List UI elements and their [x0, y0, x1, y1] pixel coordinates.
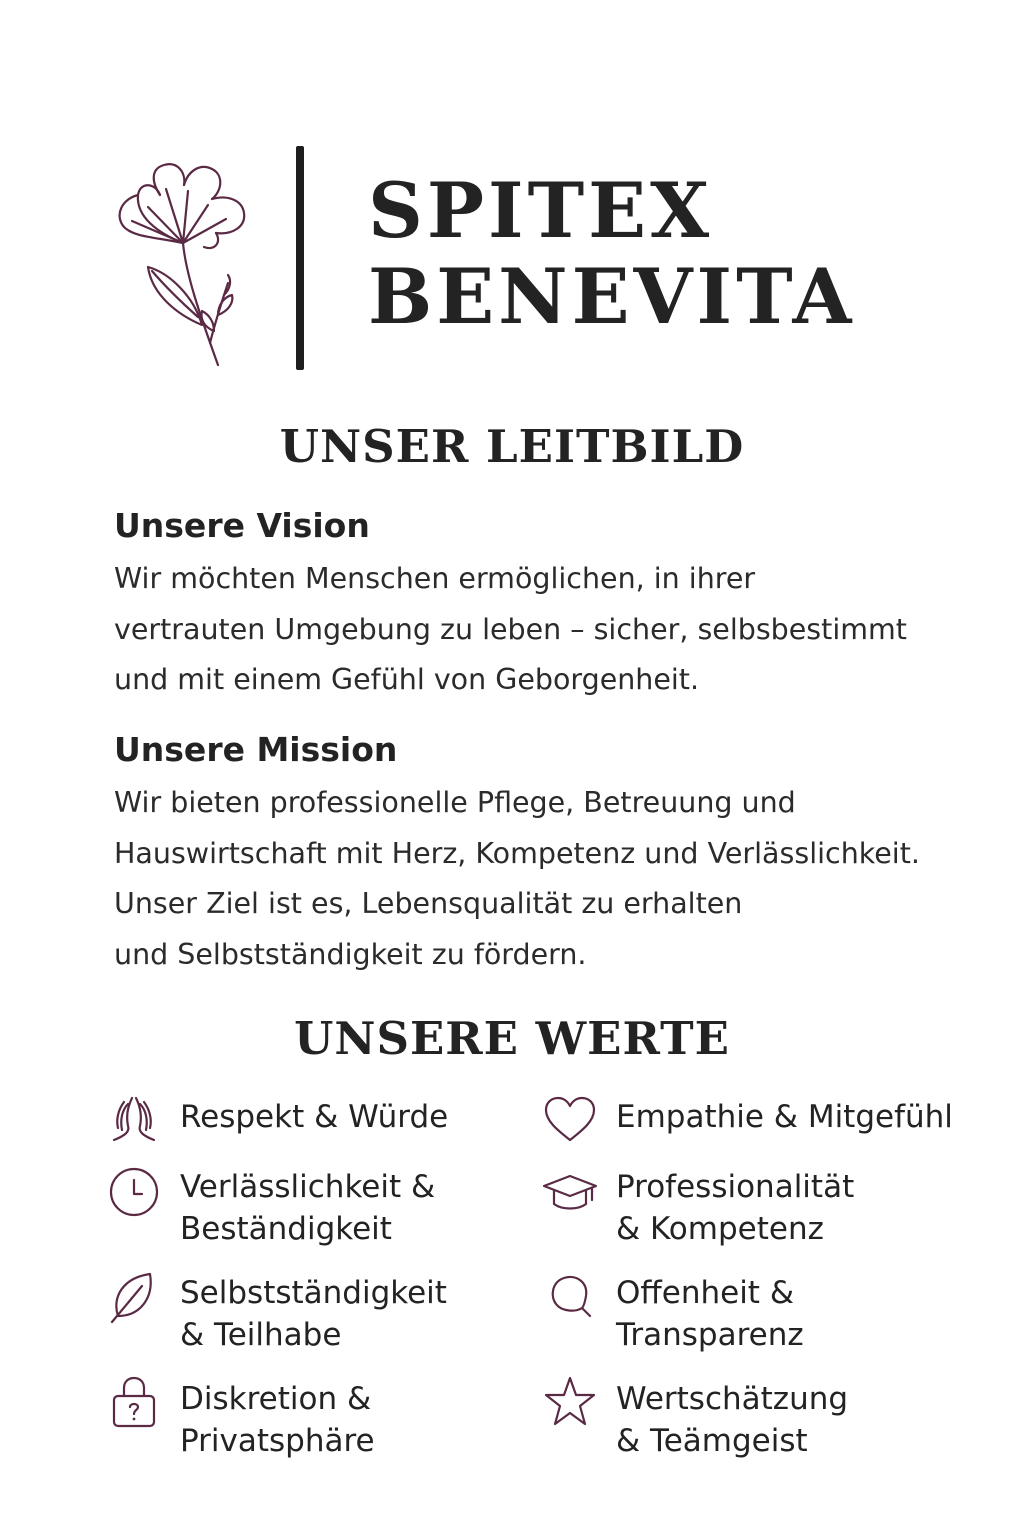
heart-icon	[542, 1092, 598, 1148]
value-wertschaetzung	[542, 1378, 848, 1462]
vision-line: und mit einem Gefühl von Geborgenheit.	[114, 663, 700, 696]
vision-line: Wir möchten Menschen ermöglichen, in ihrer	[114, 562, 756, 595]
value-verlaesslichkeit	[106, 1166, 435, 1250]
vision-title: Unsere Vision	[114, 506, 370, 545]
brand-line-2: BENEVITA	[368, 252, 856, 341]
logo	[0, 0, 1024, 390]
mission-line: Hauswirtschaft mit Herz, Kompetenz und Verlässlichkeit.	[114, 836, 920, 870]
value-line: Diskretion &	[180, 1381, 372, 1417]
lock-icon	[106, 1374, 162, 1430]
leitbild-heading: UNSER LEITBILD	[279, 420, 745, 473]
value-line: Offenheit &	[616, 1275, 794, 1311]
value-offenheit	[542, 1272, 804, 1356]
clock-icon	[106, 1162, 162, 1218]
value-line: Wertschätzung	[616, 1381, 849, 1417]
mission-line: Wir bieten professionelle Pflege, Betreuung und	[114, 786, 796, 819]
brand-name	[368, 168, 855, 340]
value-line: Empathie & Mitgefühl	[616, 1099, 953, 1135]
value-selbststaendigkeit	[106, 1272, 447, 1356]
value-line: Privatsphäre	[180, 1423, 375, 1459]
value-respekt	[106, 1096, 448, 1148]
leaf-icon	[106, 1268, 162, 1324]
value-line: Verlässlichkeit &	[180, 1169, 436, 1205]
value-line: & Kompetenz	[616, 1211, 824, 1247]
value-line: Beständigkeit	[180, 1211, 392, 1247]
value-line: & Teämgeist	[616, 1423, 808, 1459]
mission-section	[114, 728, 994, 980]
value-line: Selbstständigkeit	[180, 1275, 447, 1311]
value-line: Transparenz	[616, 1317, 804, 1353]
brand-line-1: SPITEX	[368, 166, 714, 255]
logo-divider	[296, 146, 304, 370]
value-line: & Teilhabe	[180, 1317, 342, 1353]
vision-section	[114, 504, 994, 706]
value-line: Respekt & Würde	[180, 1099, 449, 1135]
star-icon	[542, 1374, 598, 1430]
value-line: Professionalität	[616, 1169, 855, 1205]
value-empathie	[542, 1096, 953, 1148]
value-professionalitaet	[542, 1166, 854, 1250]
vision-line: vertrauten Umgebung zu leben – sicher, selbsbestimmt	[114, 612, 907, 646]
mission-line: und Selbstständigkeit zu fördern.	[114, 937, 587, 971]
mission-line: Unser Ziel ist es, Lebensqualität zu erhalten	[114, 887, 743, 920]
graduation-cap-icon	[542, 1162, 598, 1218]
mission-title: Unsere Mission	[114, 730, 398, 769]
hands-icon	[106, 1092, 162, 1148]
werte-heading: UNSERE WERTE	[294, 1012, 730, 1065]
flower-logo-icon	[108, 155, 258, 370]
speech-bubble-icon	[542, 1268, 598, 1324]
value-diskretion	[106, 1378, 375, 1462]
